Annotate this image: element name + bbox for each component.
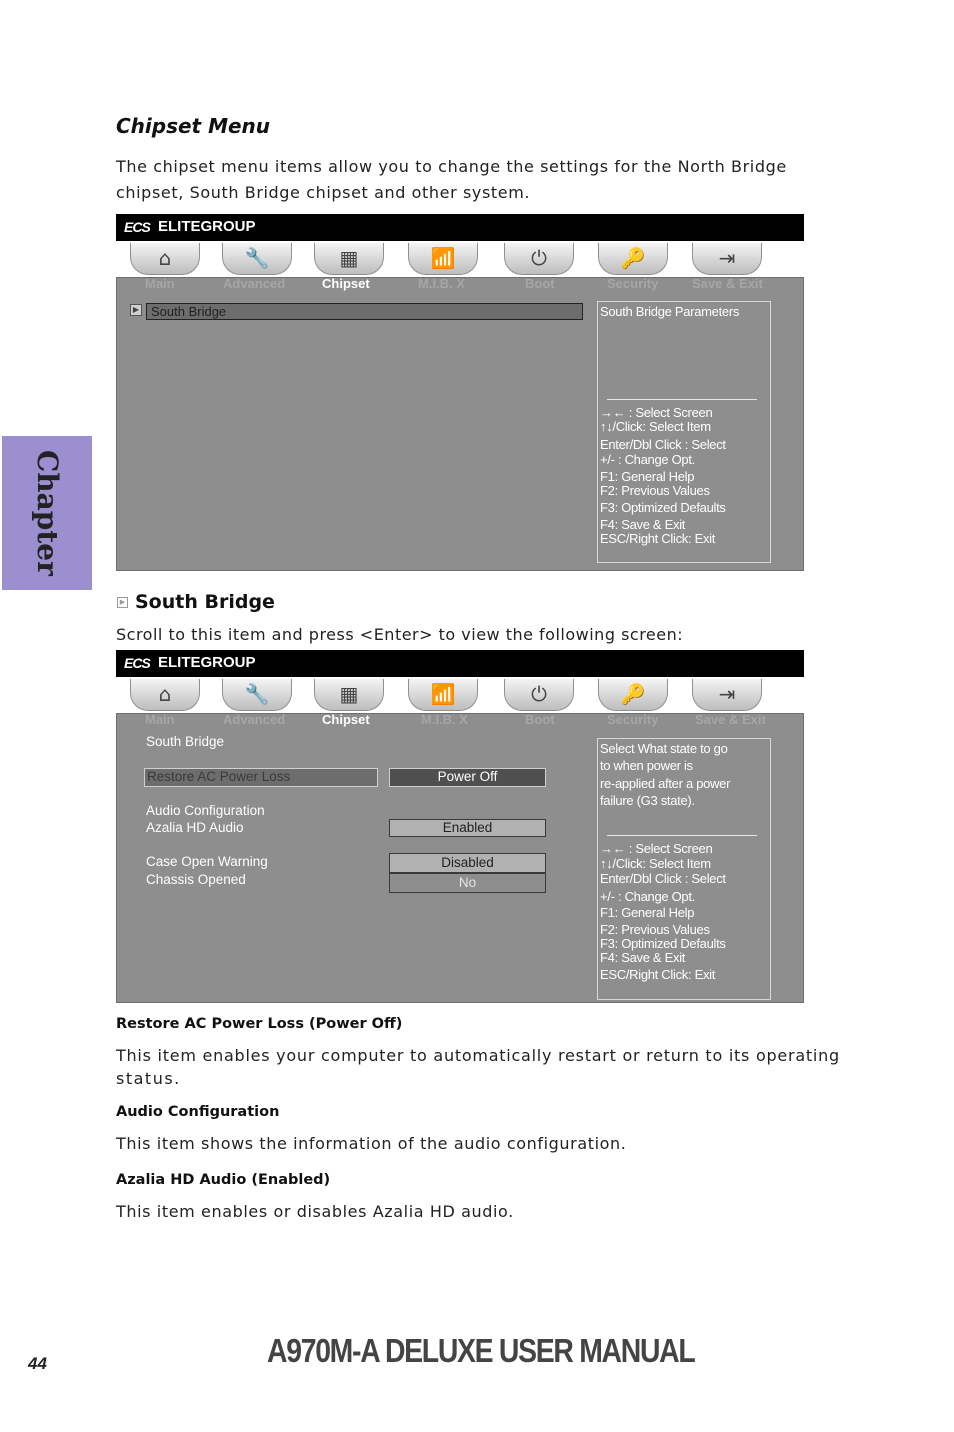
chart-icon[interactable]: 📶 bbox=[408, 243, 478, 275]
audio-heading: Audio Configuration bbox=[116, 1104, 280, 1120]
chapter-tab bbox=[2, 436, 92, 590]
home-icon[interactable]: ⌂ bbox=[130, 679, 200, 711]
wrench-icon[interactable]: 🔧 bbox=[222, 679, 292, 711]
restore-ac-power-loss-label: Restore AC Power Loss bbox=[147, 769, 291, 784]
azalia-heading: Azalia HD Audio (Enabled) bbox=[116, 1172, 331, 1188]
help-desc-line: failure (G3 state). bbox=[600, 793, 695, 808]
key-help-line: F2: Previous Values bbox=[600, 483, 710, 498]
key-help-line: ESC/Right Click: Exit bbox=[600, 531, 716, 546]
restore-ac-power-loss-value[interactable]: Power Off bbox=[389, 768, 546, 787]
tab-chipset[interactable]: Chipset bbox=[322, 276, 370, 291]
section-title: Chipset Menu bbox=[116, 114, 271, 138]
tab-save-exit[interactable]: Save & Exit bbox=[692, 276, 763, 291]
power-icon[interactable]: ⏻ bbox=[504, 243, 574, 275]
key-help-line: F4: Save & Exit bbox=[600, 517, 686, 532]
key-help-line: Enter/Dbl Click : Select bbox=[600, 437, 726, 452]
tab-save-exit[interactable]: Save & Exit bbox=[695, 712, 766, 727]
restore-desc-line-1: This item enables your computer to automatically restart or return to its operating bbox=[116, 1046, 840, 1065]
tab-main[interactable]: Main bbox=[145, 276, 175, 291]
azalia-desc: This item enables or disables Azalia HD audio. bbox=[116, 1202, 514, 1221]
case-open-warning-value[interactable]: Disabled bbox=[389, 853, 546, 873]
audio-desc: This item shows the information of the audio configuration. bbox=[116, 1134, 627, 1153]
chip-icon[interactable]: ▦ bbox=[314, 243, 384, 275]
tab-advanced[interactable]: Advanced bbox=[223, 712, 286, 727]
help-divider bbox=[607, 835, 757, 836]
bios-main-area bbox=[116, 713, 804, 1003]
key-help-line: F2: Previous Values bbox=[600, 922, 710, 937]
exit-icon[interactable]: ⇥ bbox=[692, 679, 762, 711]
screen-heading: South Bridge bbox=[146, 734, 225, 749]
bios-screen-south-bridge bbox=[116, 650, 804, 1003]
audio-config-label: Audio Configuration bbox=[146, 803, 265, 818]
tab-mibx[interactable]: M.I.B. X bbox=[421, 712, 468, 727]
key-help-line: +/- : Change Opt. bbox=[600, 452, 695, 467]
key-help-line: →← : Select Screen bbox=[600, 405, 713, 420]
key-help-line: →← : Select Screen bbox=[600, 841, 713, 856]
tab-boot[interactable]: Boot bbox=[525, 276, 555, 291]
key-help-line: ESC/Right Click: Exit bbox=[600, 967, 716, 982]
ecs-logo: ECS bbox=[124, 655, 150, 671]
tab-icon-strip bbox=[116, 241, 804, 277]
south-bridge-heading: South Bridge bbox=[135, 591, 275, 613]
key-icon[interactable]: 🔑 bbox=[598, 243, 668, 275]
tab-advanced[interactable]: Advanced bbox=[223, 276, 286, 291]
bios-main-area bbox=[116, 277, 804, 571]
key-help-line: Enter/Dbl Click : Select bbox=[600, 871, 726, 886]
help-panel bbox=[597, 738, 771, 1000]
help-desc-line: re-applied after a power bbox=[600, 776, 731, 791]
home-icon[interactable]: ⌂ bbox=[130, 243, 200, 275]
tab-mibx[interactable]: M.I.B. X bbox=[418, 276, 465, 291]
key-help-line: F1: General Help bbox=[600, 905, 695, 920]
tab-boot[interactable]: Boot bbox=[525, 712, 555, 727]
bios-header-bar bbox=[116, 214, 804, 241]
tab-security[interactable]: Security bbox=[607, 712, 659, 727]
tab-chipset[interactable]: Chipset bbox=[322, 712, 370, 727]
bullet-arrow-icon: ▶ bbox=[117, 597, 128, 608]
restore-ac-power-loss-row[interactable] bbox=[144, 768, 378, 787]
page-number: 44 bbox=[28, 1354, 47, 1373]
brand-name: ELITEGROUP bbox=[158, 218, 256, 235]
key-help-line: F4: Save & Exit bbox=[600, 950, 686, 965]
help-divider bbox=[607, 399, 757, 400]
key-help-line: F3: Optimized Defaults bbox=[600, 500, 726, 515]
restore-desc-line-2: status. bbox=[116, 1069, 181, 1088]
azalia-hd-audio-label: Azalia HD Audio bbox=[146, 820, 244, 835]
key-help-line: ↑↓/Click: Select Item bbox=[600, 856, 711, 871]
tab-security[interactable]: Security bbox=[607, 276, 659, 291]
power-icon[interactable]: ⏻ bbox=[504, 679, 574, 711]
intro-line-1: The chipset menu items allow you to change the settings for the North Bridge bbox=[116, 157, 787, 176]
chassis-opened-value: No bbox=[389, 873, 546, 893]
key-help-line: F1: General Help bbox=[600, 469, 695, 484]
help-title: South Bridge Parameters bbox=[600, 304, 740, 319]
bios-header-bar bbox=[116, 650, 804, 677]
help-desc-line: to when power is bbox=[600, 758, 693, 773]
tab-icon-strip bbox=[116, 677, 804, 713]
chip-icon[interactable]: ▦ bbox=[314, 679, 384, 711]
chart-icon[interactable]: 📶 bbox=[408, 679, 478, 711]
manual-title: A970M-A DELUXE USER MANUAL bbox=[267, 1332, 695, 1369]
wrench-icon[interactable]: 🔧 bbox=[222, 243, 292, 275]
brand-name: ELITEGROUP bbox=[158, 654, 256, 671]
chapter-label: Chapter bbox=[31, 450, 64, 576]
exit-icon[interactable]: ⇥ bbox=[692, 243, 762, 275]
case-open-warning-label: Case Open Warning bbox=[146, 854, 268, 869]
tab-main[interactable]: Main bbox=[145, 712, 175, 727]
key-help-line: F3: Optimized Defaults bbox=[600, 936, 726, 951]
chassis-opened-label: Chassis Opened bbox=[146, 872, 246, 887]
bios-screen-chipset bbox=[116, 214, 804, 571]
submenu-arrow-icon: ▶ bbox=[130, 304, 142, 316]
key-icon[interactable]: 🔑 bbox=[598, 679, 668, 711]
help-desc-line: Select What state to go bbox=[600, 741, 728, 756]
key-help-line: +/- : Change Opt. bbox=[600, 889, 695, 904]
south-bridge-menu-item[interactable] bbox=[146, 303, 583, 320]
south-bridge-desc: Scroll to this item and press <Enter> to view the following screen: bbox=[116, 625, 684, 644]
intro-line-2: chipset, South Bridge chipset and other system. bbox=[116, 183, 531, 202]
help-panel bbox=[597, 301, 771, 563]
ecs-logo: ECS bbox=[124, 219, 150, 235]
restore-heading: Restore AC Power Loss (Power Off) bbox=[116, 1016, 403, 1032]
key-help-line: ↑↓/Click: Select Item bbox=[600, 419, 711, 434]
south-bridge-item-label: South Bridge bbox=[151, 304, 227, 319]
azalia-hd-audio-value[interactable]: Enabled bbox=[389, 819, 546, 837]
